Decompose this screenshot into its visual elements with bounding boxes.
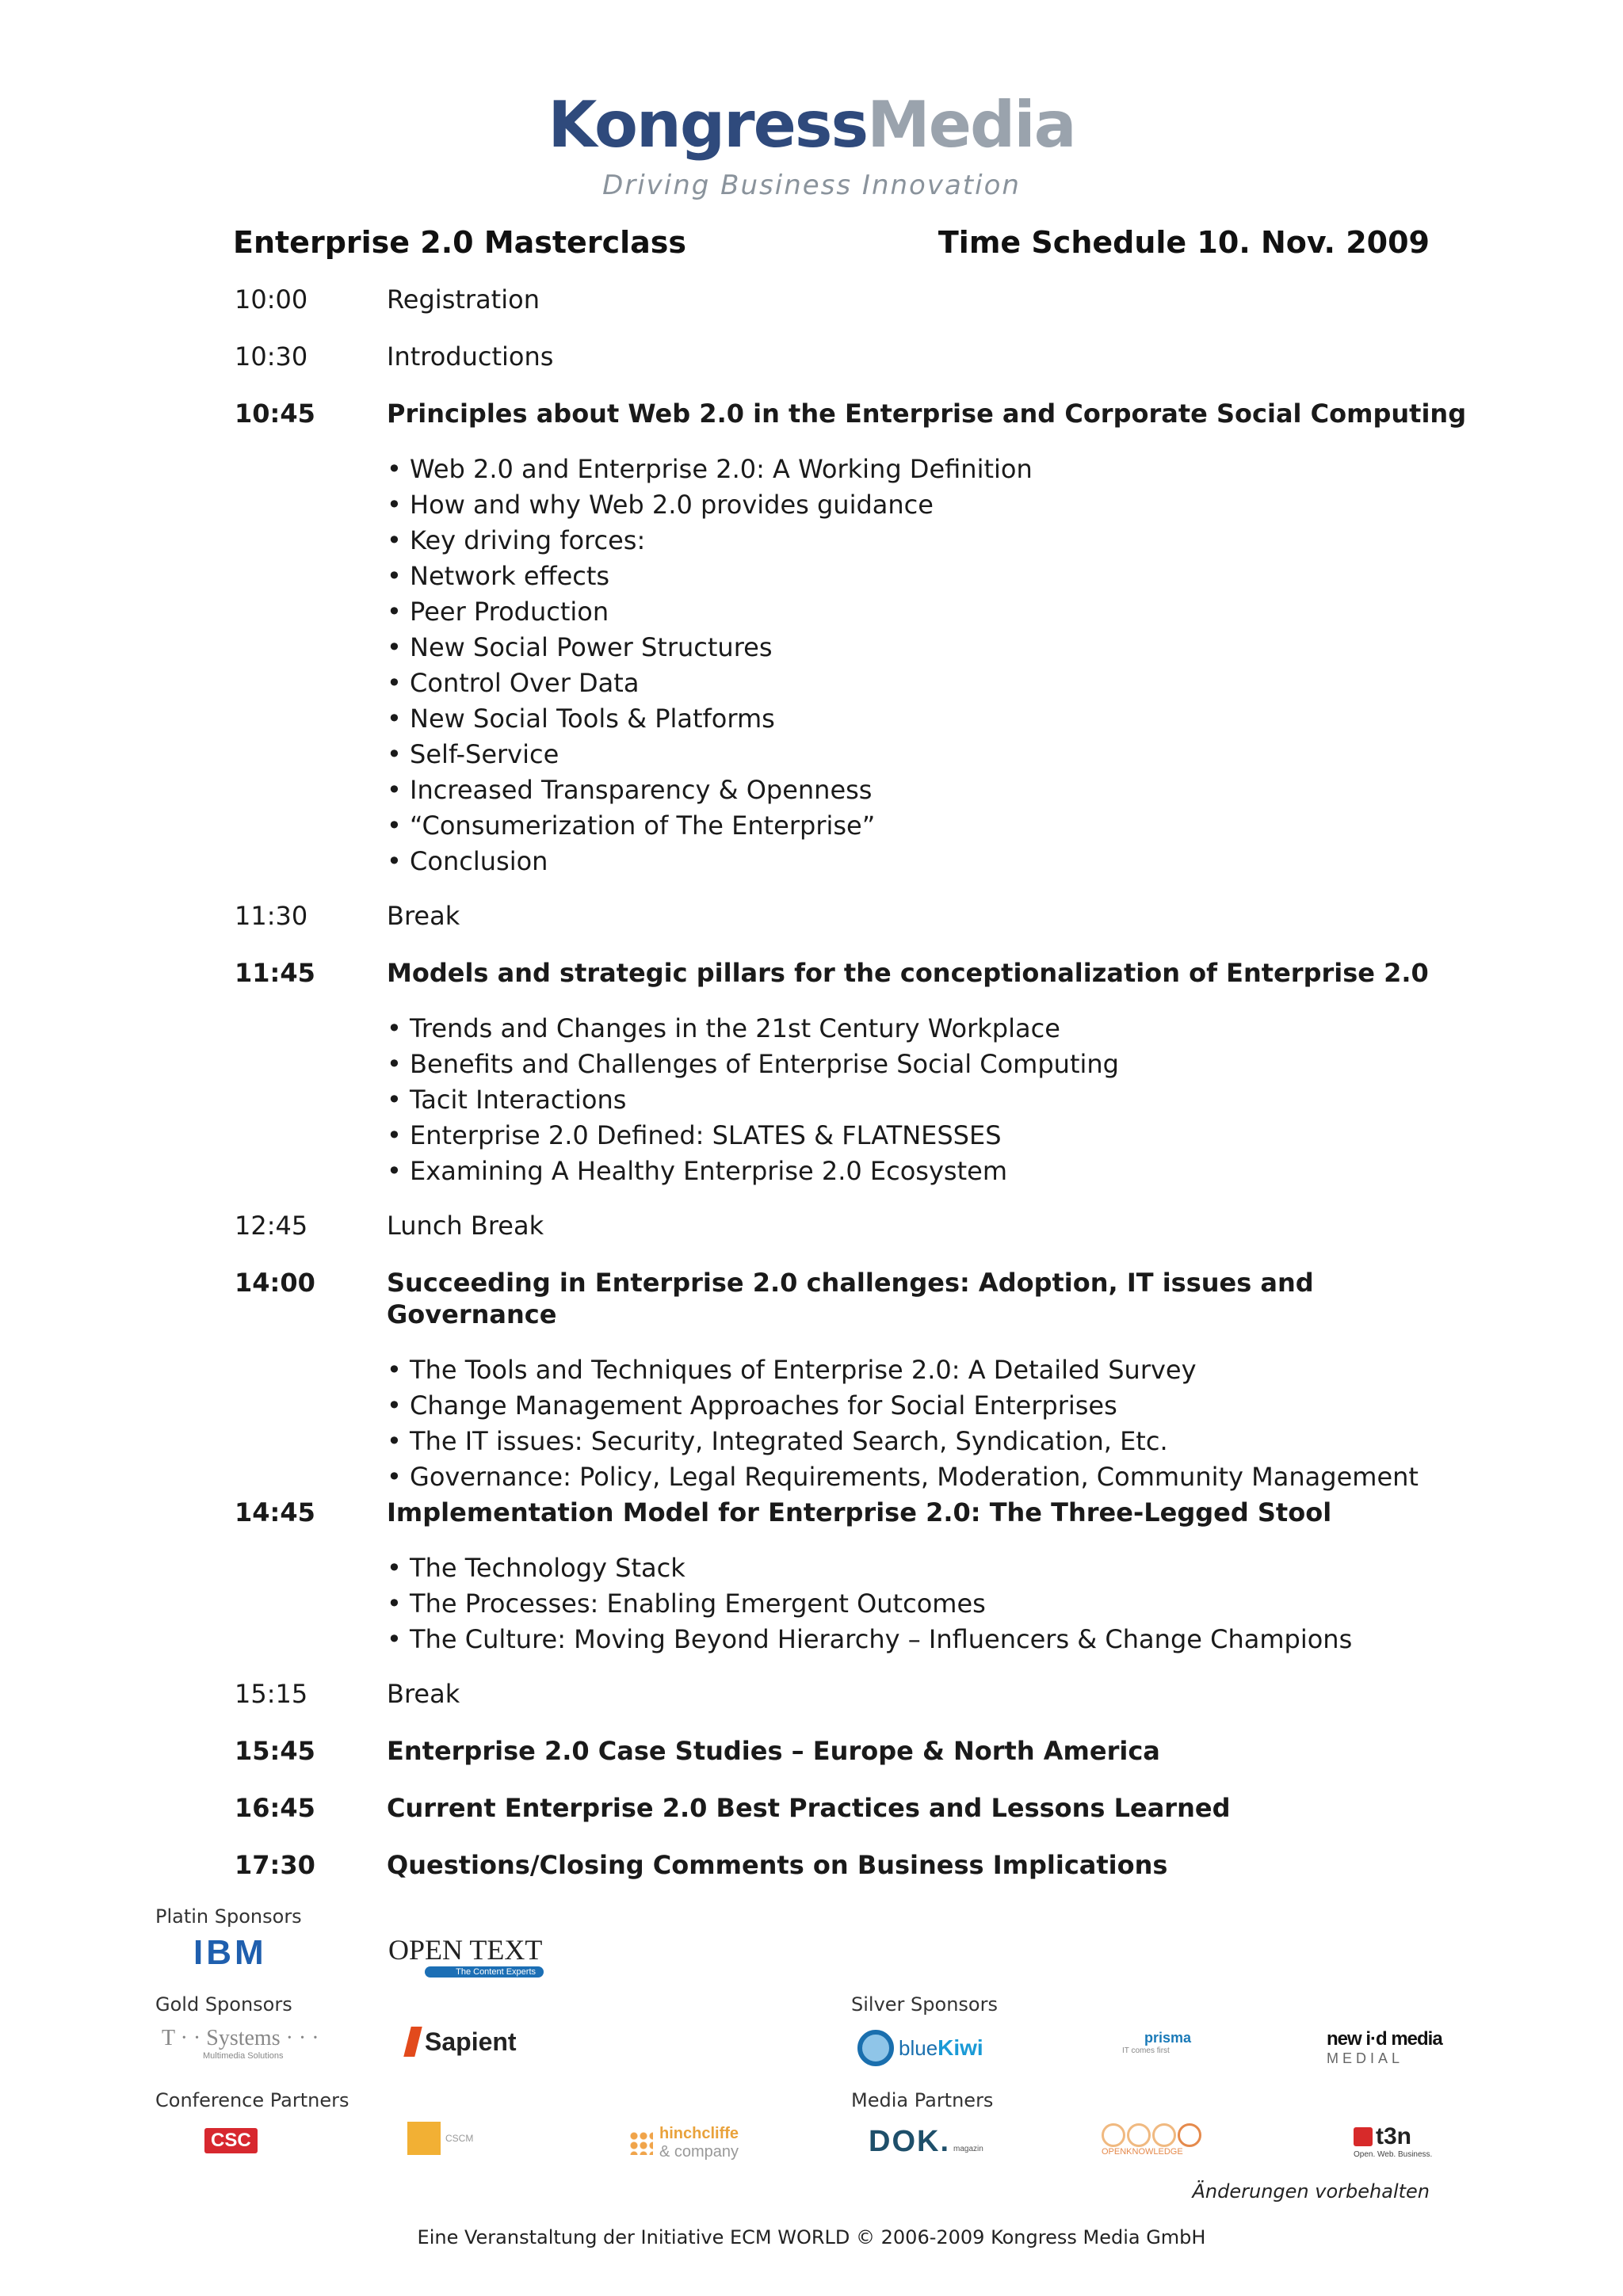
tsystems-logo [162, 2026, 319, 2061]
schedule-row [235, 341, 1471, 372]
topic-item: • The Processes: Enabling Emergent Outcomes [387, 1586, 1471, 1622]
slot-title: Principles about Web 2.0 in the Enterprise and Corporate Social Computing [387, 399, 1467, 429]
schedule-row [235, 398, 1471, 429]
topic-item: • Network effects [387, 559, 1471, 594]
schedule-slot [235, 341, 1471, 372]
openknowledge-circles-icon [1102, 2123, 1201, 2147]
topic-item: • Control Over Data [387, 666, 1471, 701]
hinchcliffe-wordmark: hinchcliffe [659, 2125, 739, 2142]
bluekiwi-icon [857, 2030, 894, 2066]
schedule-row [235, 1267, 1471, 1330]
slot-title: Registration [387, 284, 540, 315]
brand-kongress: Kongress [548, 88, 868, 162]
topic-item: • “Consumerization of The Enterprise” [387, 808, 1471, 844]
cscm-icon [407, 2122, 441, 2155]
slot-time: 12:45 [235, 1211, 308, 1241]
schedule-slot [235, 1267, 1471, 1495]
ibm-logo: IBM [193, 1933, 267, 1972]
prisma-tagline: IT comes first [1122, 2046, 1170, 2055]
slot-title: Succeeding in Enterprise 2.0 challenges: Adoption, IT issues and Governance [387, 1268, 1314, 1329]
dok-tagline: magazin [953, 2145, 983, 2153]
slot-time: 11:30 [235, 901, 308, 931]
platin-sponsors-label: Platin Sponsors [155, 1905, 302, 1928]
slot-title: Current Enterprise 2.0 Best Practices and Lessons Learned [387, 1793, 1231, 1823]
schedule-row [235, 957, 1471, 989]
tsystems-wordmark: T · · Systems · · · [162, 2026, 319, 2050]
brand-media: Media [867, 88, 1075, 162]
conference-partners-label: Conference Partners [155, 2089, 349, 2111]
schedule-slot [235, 1678, 1471, 1710]
t3n-wordmark: t3n [1376, 2123, 1411, 2149]
schedule-slot [235, 1792, 1471, 1824]
topic-item: • How and why Web 2.0 provides guidance [387, 487, 1471, 523]
opentext-tagline: The Content Experts [425, 1966, 544, 1978]
topic-item: • Self-Service [387, 737, 1471, 772]
topic-item: • Change Management Approaches for Social Enterprises [387, 1388, 1471, 1424]
schedule-slot [235, 957, 1471, 1189]
schedule-row [235, 1210, 1471, 1241]
opentext-wordmark: OPEN TEXT [388, 1934, 543, 1966]
schedule-slot [235, 1210, 1471, 1241]
schedule-slot [235, 284, 1471, 315]
schedule-row [235, 1497, 1471, 1528]
slot-title: Enterprise 2.0 Case Studies – Europe & North America [387, 1736, 1160, 1766]
bluekiwi-kiwi: Kiwi [938, 2035, 983, 2060]
dok-logo [869, 2125, 983, 2159]
bluekiwi-logo [857, 2030, 983, 2066]
slot-title: Questions/Closing Comments on Business Implications [387, 1850, 1168, 1880]
t3n-icon [1354, 2127, 1373, 2146]
schedule-row [235, 1678, 1471, 1710]
slot-title: Break [387, 1679, 460, 1709]
schedule-slot [235, 398, 1471, 879]
slot-title: Lunch Break [387, 1211, 544, 1241]
sapient-wordmark: Sapient [425, 2027, 517, 2056]
brand-tagline: Driving Business Innovation [602, 170, 1021, 201]
topic-item: • Trends and Changes in the 21st Century Workplace [387, 1011, 1471, 1047]
newid-wordmark: new i·d media [1327, 2028, 1442, 2050]
t3n-logo [1354, 2123, 1432, 2159]
topic-item: • New Social Power Structures [387, 630, 1471, 666]
topic-item: • The Technology Stack [387, 1550, 1471, 1586]
cscm-logo [407, 2122, 473, 2155]
topic-item: • Peer Production [387, 594, 1471, 630]
topic-item: • Benefits and Challenges of Enterprise Social Computing [387, 1047, 1471, 1082]
tsystems-tagline: Multimedia Solutions [203, 2051, 284, 2061]
schedule-row [235, 900, 1471, 932]
cscm-wordmark: CSCM [445, 2133, 474, 2144]
slot-time: 14:00 [235, 1268, 315, 1298]
topic-item: • The IT issues: Security, Integrated Search, Syndication, Etc. [387, 1424, 1471, 1459]
schedule-slot [235, 900, 1471, 932]
topic-item: • Key driving forces: [387, 523, 1471, 559]
sapient-icon [403, 2027, 422, 2057]
footer-line: Eine Veranstaltung der Initiative ECM WORLD © 2006-2009 Kongress Media GmbH [417, 2226, 1206, 2248]
slot-time: 15:15 [235, 1679, 308, 1709]
schedule-row [235, 1849, 1471, 1881]
brand-logo [0, 88, 1623, 162]
t3n-tagline: Open. Web. Business. [1354, 2150, 1433, 2159]
topic-item: • New Social Tools & Platforms [387, 701, 1471, 737]
slot-time: 15:45 [235, 1736, 315, 1766]
schedule-list [235, 284, 1471, 1881]
topic-item: • Enterprise 2.0 Defined: SLATES & FLATNESSES [387, 1118, 1471, 1154]
csc-logo: CSC [204, 2128, 258, 2153]
hinchcliffe-logo [629, 2125, 739, 2161]
slot-topics [235, 1550, 1471, 1657]
slot-title: Models and strategic pillars for the conceptionalization of Enterprise 2.0 [387, 958, 1429, 988]
dok-wordmark: DOK. [869, 2125, 950, 2158]
medial-wordmark: MEDIAL [1327, 2050, 1404, 2066]
topic-item: • Increased Transparency & Openness [387, 772, 1471, 808]
schedule-row [235, 284, 1471, 315]
slot-time: 14:45 [235, 1497, 315, 1527]
newid-media-logo [1327, 2028, 1442, 2067]
topic-item: • Tacit Interactions [387, 1082, 1471, 1118]
slot-time: 10:45 [235, 399, 315, 429]
slot-title: Introductions [387, 341, 554, 372]
schedule-slot [235, 1849, 1471, 1881]
slot-topics [235, 452, 1471, 879]
topic-item: • Conclusion [387, 844, 1471, 879]
slot-time: 17:30 [235, 1850, 315, 1880]
slot-topics [235, 1011, 1471, 1189]
prisma-logo [1122, 2030, 1191, 2055]
page-title: Enterprise 2.0 Masterclass [233, 225, 687, 260]
slot-time: 10:30 [235, 341, 308, 372]
slot-time: 16:45 [235, 1793, 315, 1823]
topic-item: • The Culture: Moving Beyond Hierarchy – Influencers & Change Champions [387, 1622, 1471, 1657]
hinchcliffe-dots-icon [629, 2131, 653, 2155]
schedule-date: Time Schedule 10. Nov. 2009 [938, 225, 1430, 260]
topic-item: • The Tools and Techniques of Enterprise 2.0: A Detailed Survey [387, 1352, 1471, 1388]
schedule-row [235, 1735, 1471, 1767]
silver-sponsors-label: Silver Sponsors [851, 1993, 998, 2016]
footer-note: Änderungen vorbehalten [1192, 2180, 1430, 2203]
topic-item: • Examining A Healthy Enterprise 2.0 Ecosystem [387, 1154, 1471, 1189]
topic-item: • Web 2.0 and Enterprise 2.0: A Working Definition [387, 452, 1471, 487]
openknowledge-wordmark: OPENKNOWLEDGE [1102, 2147, 1183, 2157]
slot-title: Break [387, 901, 460, 931]
slot-time: 11:45 [235, 958, 315, 988]
schedule-slot [235, 1735, 1471, 1767]
sapient-logo [407, 2027, 517, 2057]
opentext-logo [388, 1933, 544, 1978]
slot-title: Implementation Model for Enterprise 2.0: The Three-Legged Stool [387, 1497, 1332, 1527]
schedule-row [235, 1792, 1471, 1824]
topic-item: • Governance: Policy, Legal Requirements, Moderation, Community Management [387, 1459, 1471, 1495]
openknowledge-logo [1102, 2123, 1201, 2157]
media-partners-label: Media Partners [851, 2089, 994, 2111]
slot-topics [235, 1352, 1471, 1495]
bluekiwi-blue: blue [899, 2035, 938, 2060]
schedule-slot [235, 1497, 1471, 1657]
gold-sponsors-label: Gold Sponsors [155, 1993, 292, 2016]
prisma-wordmark: prisma [1144, 2030, 1192, 2046]
hinchcliffe-company: & company [659, 2143, 739, 2161]
slot-time: 10:00 [235, 284, 308, 315]
